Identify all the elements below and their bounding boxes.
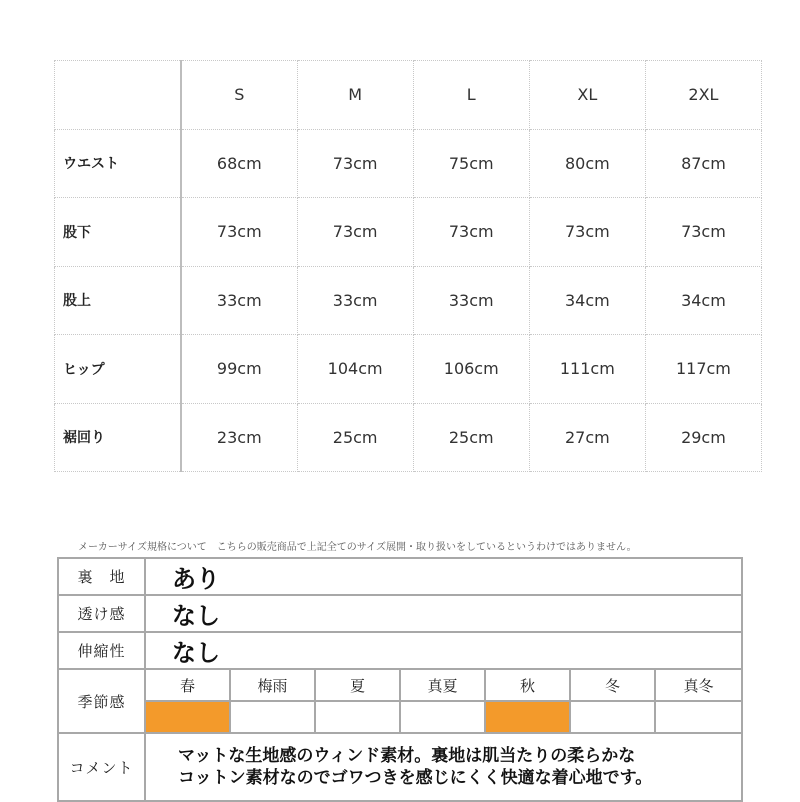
season-name-midwinter: 真冬	[655, 669, 742, 701]
stretch-value: なし	[145, 632, 742, 669]
season-mark-spring	[145, 701, 230, 733]
row-label-hip: ヒップ	[55, 335, 182, 404]
size-row-rise	[55, 266, 762, 335]
size-row-hem	[55, 403, 762, 472]
lining-value: あり	[145, 558, 742, 595]
season-mark-autumn	[485, 701, 570, 733]
size-row-waist	[55, 129, 762, 198]
size-cell: 34cm	[645, 266, 761, 335]
size-cell: 33cm	[181, 266, 297, 335]
row-label-rise: 股上	[55, 266, 182, 335]
lining-label: 裏 地	[58, 558, 145, 595]
size-cell: 75cm	[413, 129, 529, 198]
comment-row	[58, 733, 742, 801]
season-mark-midwinter	[655, 701, 742, 733]
season-name-rainy: 梅雨	[230, 669, 315, 701]
size-cell: 111cm	[529, 335, 645, 404]
comment-text	[145, 733, 742, 801]
comment-line-2: コットン素材なのでゴワつきを感じにくく快適な着心地です。	[178, 768, 653, 788]
size-cell: 73cm	[645, 198, 761, 267]
size-cell: 25cm	[413, 403, 529, 472]
size-cell: 87cm	[645, 129, 761, 198]
size-cell: 73cm	[297, 129, 413, 198]
size-cell: 33cm	[413, 266, 529, 335]
sheer-value: なし	[145, 595, 742, 632]
season-mark-winter	[570, 701, 655, 733]
product-attributes-table	[57, 557, 743, 802]
row-label-hem: 裾回り	[55, 403, 182, 472]
size-cell: 80cm	[529, 129, 645, 198]
size-cell: 33cm	[297, 266, 413, 335]
size-header-m: M	[297, 61, 413, 130]
stretch-label: 伸縮性	[58, 632, 145, 669]
season-mark-summer	[315, 701, 400, 733]
size-header-s: S	[181, 61, 297, 130]
size-cell: 99cm	[181, 335, 297, 404]
size-cell: 106cm	[413, 335, 529, 404]
sheer-label: 透け感	[58, 595, 145, 632]
attr-row-stretch	[58, 632, 742, 669]
size-cell: 117cm	[645, 335, 761, 404]
size-header-xl: XL	[529, 61, 645, 130]
attr-row-lining	[58, 558, 742, 595]
size-header-row	[55, 61, 762, 130]
size-cell: 68cm	[181, 129, 297, 198]
size-cell: 27cm	[529, 403, 645, 472]
size-chart-table	[54, 60, 762, 472]
season-mark-rainy	[230, 701, 315, 733]
season-name-midsummer: 真夏	[400, 669, 485, 701]
size-header-l: L	[413, 61, 529, 130]
size-header-corner	[55, 61, 182, 130]
season-mark-midsummer	[400, 701, 485, 733]
season-name-summer: 夏	[315, 669, 400, 701]
season-names-row	[58, 669, 742, 701]
row-label-waist: ウエスト	[55, 129, 182, 198]
season-name-autumn: 秋	[485, 669, 570, 701]
season-label: 季節感	[58, 669, 145, 733]
season-marks-row	[58, 701, 742, 733]
size-cell: 25cm	[297, 403, 413, 472]
size-cell: 73cm	[529, 198, 645, 267]
size-cell: 73cm	[181, 198, 297, 267]
season-name-spring: 春	[145, 669, 230, 701]
size-note: メーカーサイズ規格について こちらの販売商品で上記全てのサイズ展開・取り扱いをしているというわけではありません。	[78, 542, 637, 553]
row-label-inseam: 股下	[55, 198, 182, 267]
season-name-winter: 冬	[570, 669, 655, 701]
size-row-hip	[55, 335, 762, 404]
size-cell: 23cm	[181, 403, 297, 472]
comment-line-1: マットな生地感のウィンド素材。裏地は肌当たりの柔らかな	[178, 746, 636, 766]
attr-row-sheer	[58, 595, 742, 632]
size-cell: 104cm	[297, 335, 413, 404]
size-cell: 34cm	[529, 266, 645, 335]
size-header-2xl: 2XL	[645, 61, 761, 130]
size-cell: 29cm	[645, 403, 761, 472]
size-cell: 73cm	[413, 198, 529, 267]
size-row-inseam	[55, 198, 762, 267]
size-cell: 73cm	[297, 198, 413, 267]
comment-label: コメント	[58, 733, 145, 801]
